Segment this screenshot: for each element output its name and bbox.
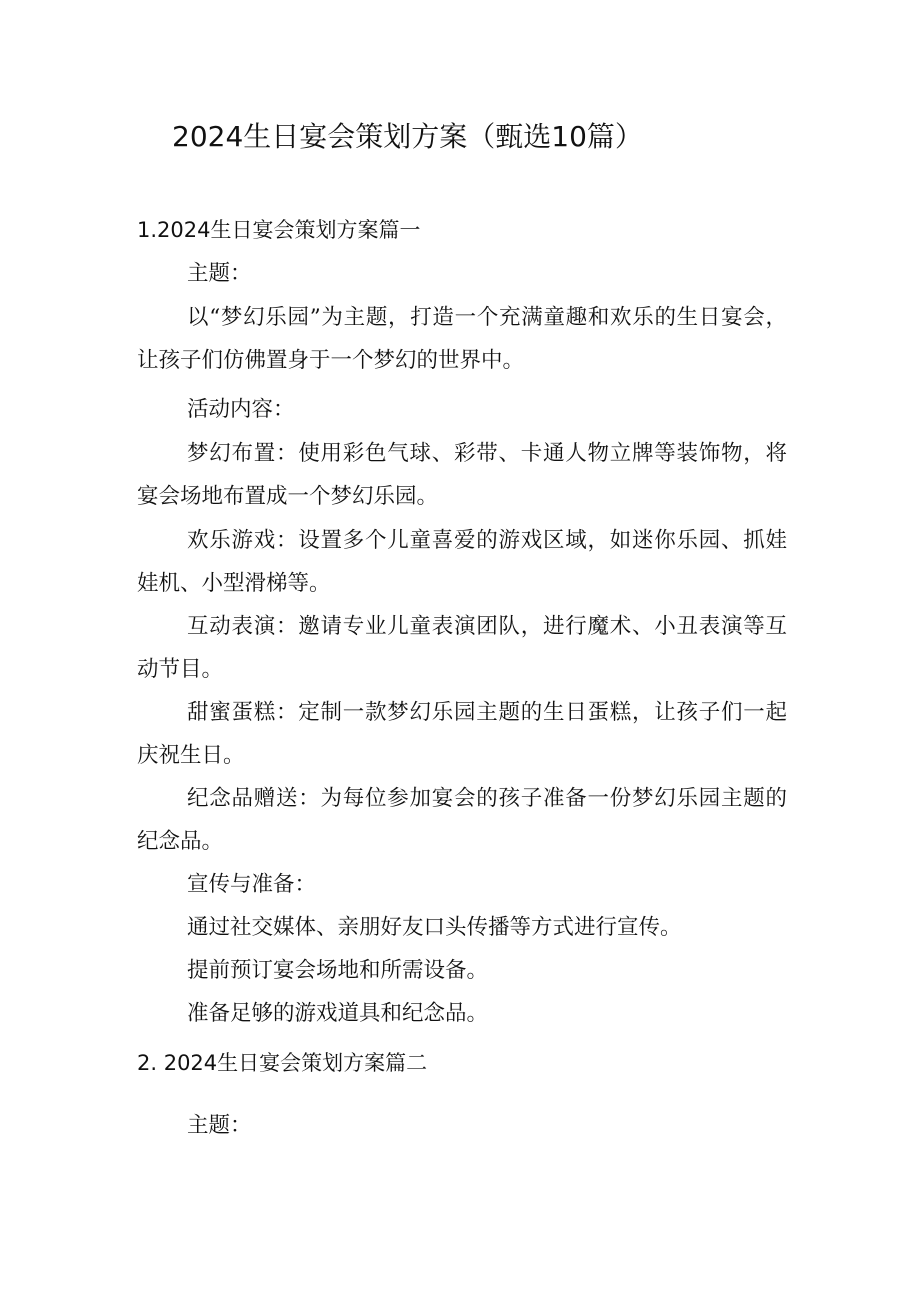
paragraph-theme-label-2: 主题： — [187, 1113, 252, 1138]
paragraph-souvenir: 纪念品赠送：为每位参加宴会的孩子准备一份梦幻乐园主题的纪念品。 — [137, 786, 787, 854]
paragraph-theme-label: 主题： — [187, 261, 252, 286]
document-title: 2024生日宴会策划方案（甄选10篇） — [172, 120, 643, 153]
paragraph-booking: 提前预订宴会场地和所需设备。 — [187, 958, 489, 983]
section-heading-2: 2. 2024生日宴会策划方案篇二 — [137, 1051, 428, 1075]
section-heading-1: 1.2024生日宴会策划方案篇一 — [137, 218, 421, 242]
paragraph-activities-label: 活动内容： — [187, 397, 295, 422]
paragraph-games: 欢乐游戏：设置多个儿童喜爱的游戏区域，如迷你乐园、抓娃娃机、小型滑梯等。 — [137, 528, 787, 596]
paragraph-props: 准备足够的游戏道具和纪念品。 — [187, 1001, 489, 1026]
paragraph-cake: 甜蜜蛋糕：定制一款梦幻乐园主题的生日蛋糕，让孩子们一起庆祝生日。 — [137, 700, 787, 768]
paragraph-theme: 以“梦幻乐园”为主题，打造一个充满童趣和欢乐的生日宴会，让孩子们仿佛置身于一个梦幻的世界中。 — [137, 305, 787, 373]
paragraph-promotion-label: 宣传与准备： — [187, 872, 317, 897]
paragraph-performance: 互动表演：邀请专业儿童表演团队，进行魔术、小丑表演等互动节目。 — [137, 614, 787, 682]
paragraph-promotion: 通过社交媒体、亲朋好友口头传播等方式进行宣传。 — [187, 915, 682, 940]
paragraph-decoration: 梦幻布置：使用彩色气球、彩带、卡通人物立牌等装饰物，将宴会场地布置成一个梦幻乐园。 — [137, 441, 787, 509]
